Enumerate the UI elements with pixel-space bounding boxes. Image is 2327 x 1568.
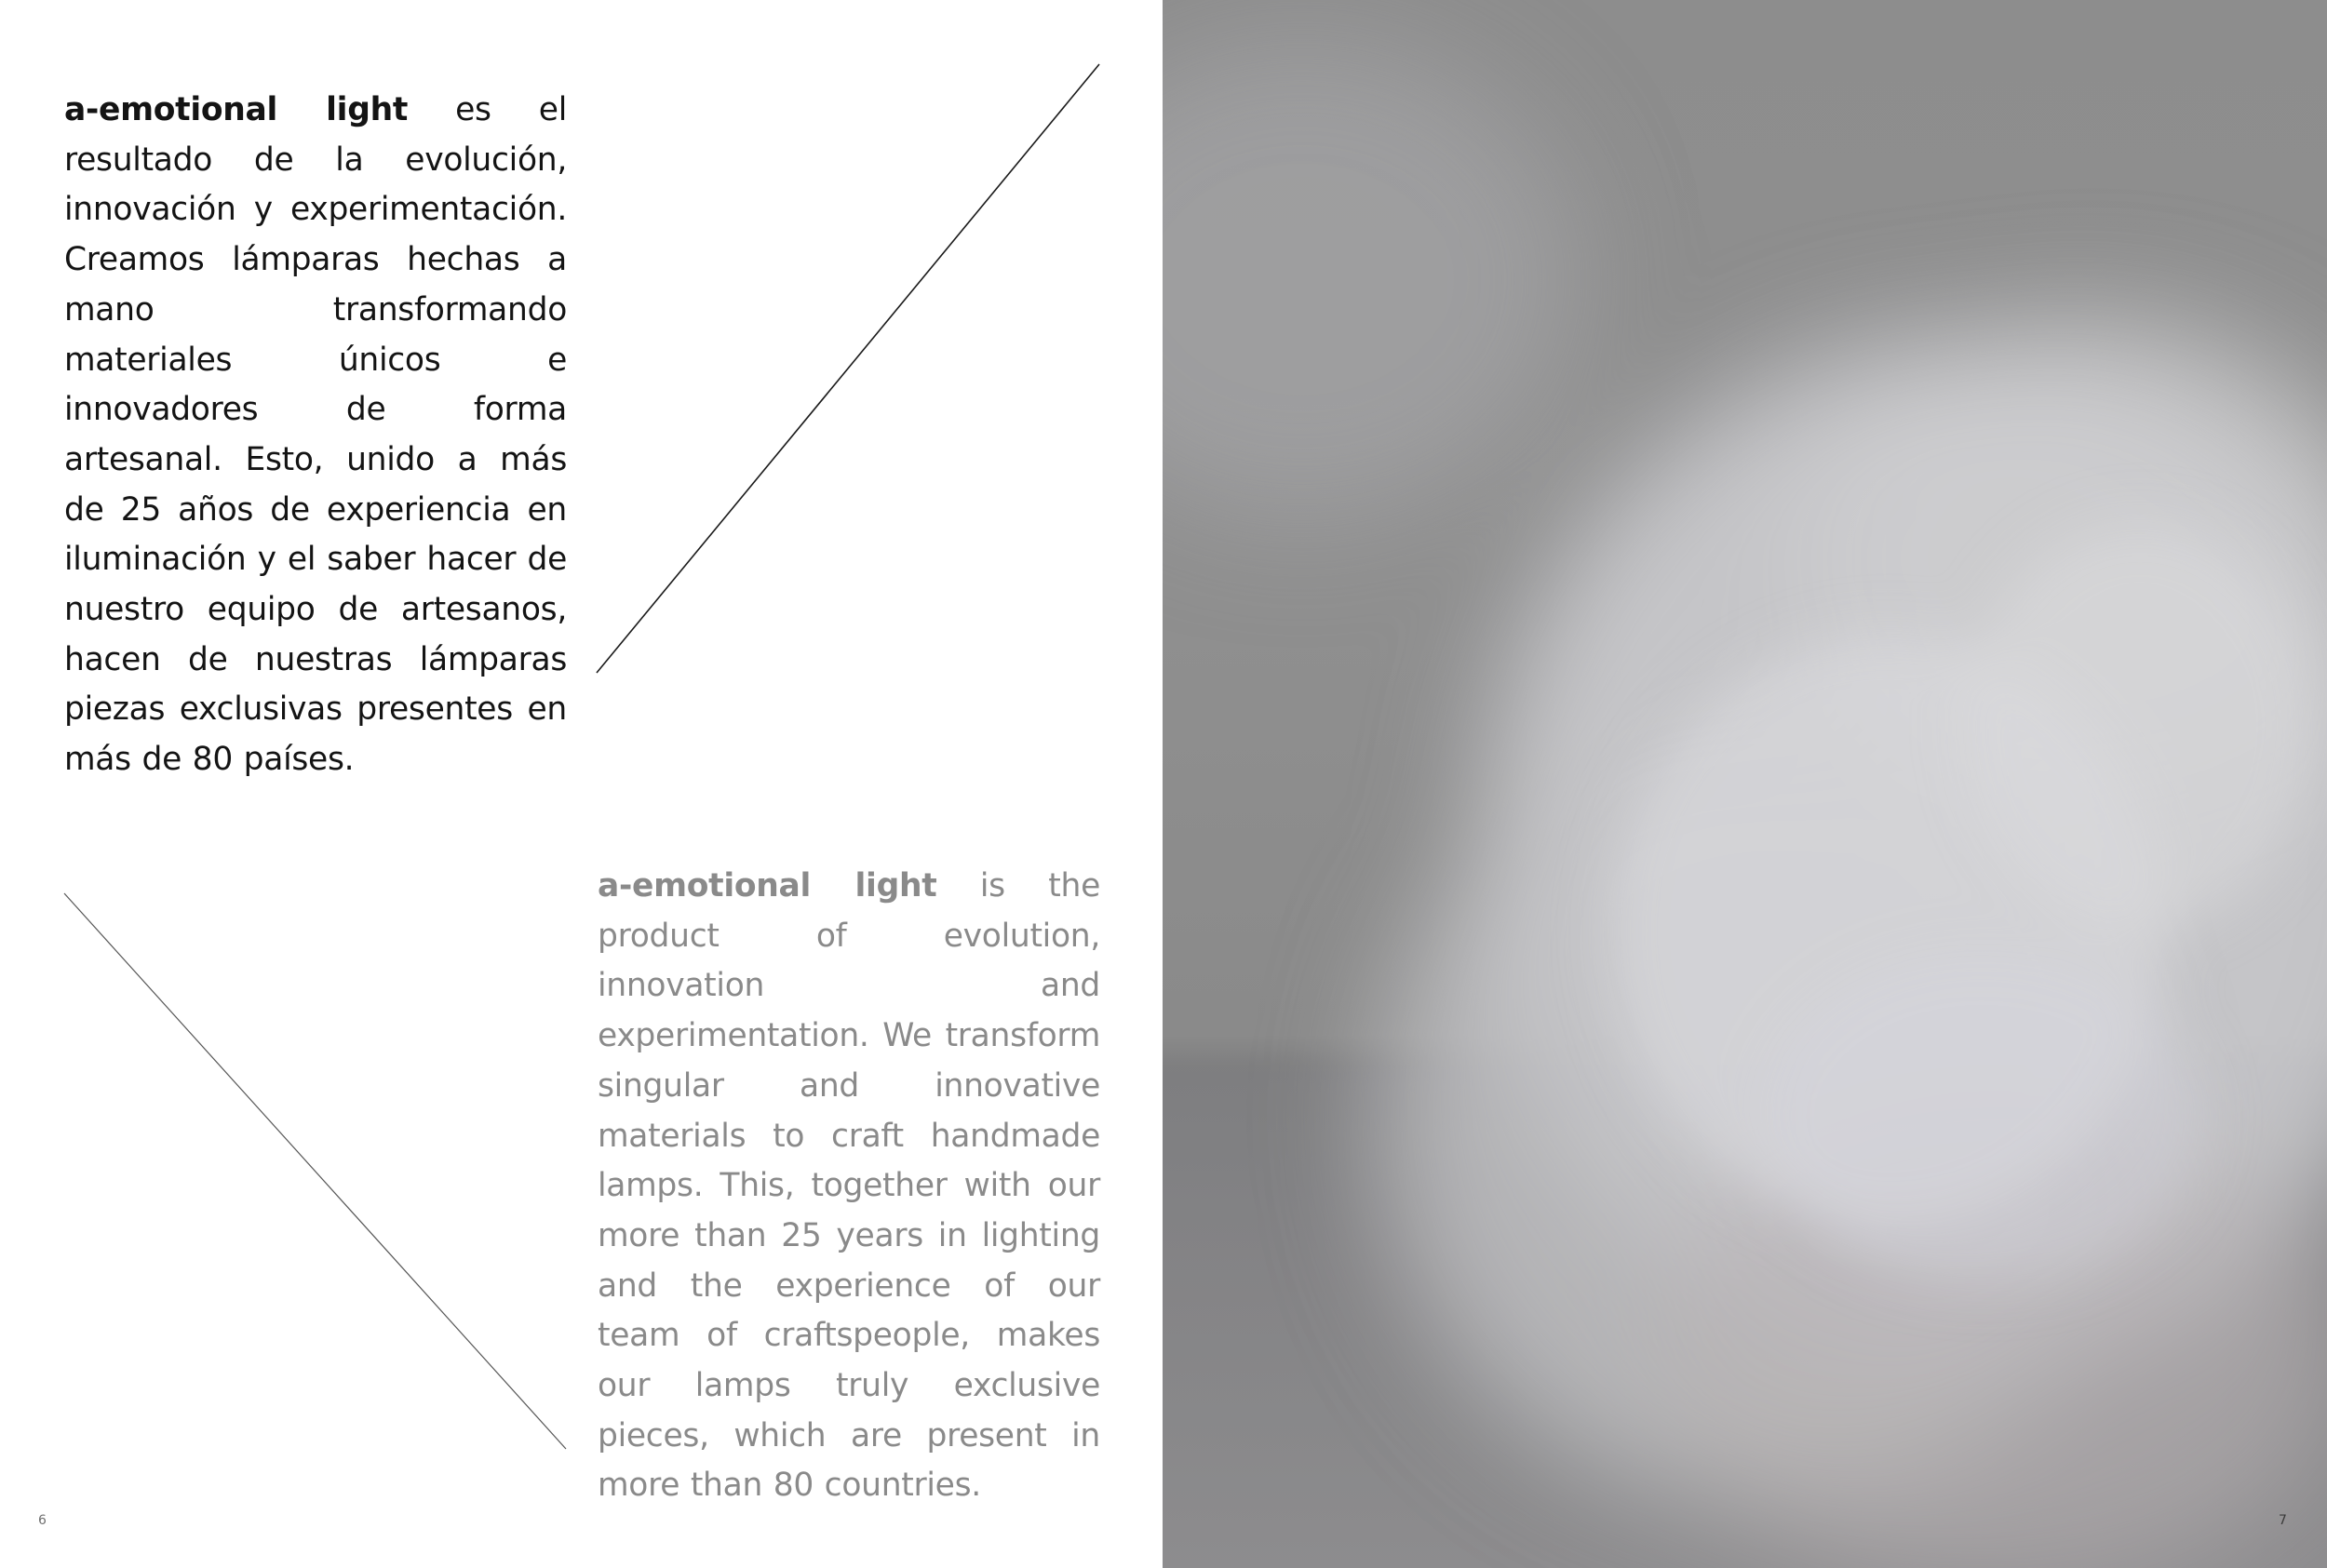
brand-name-es: a-emotional light bbox=[64, 91, 409, 128]
smoke-image bbox=[1163, 0, 2327, 1568]
page-number-right: 7 bbox=[2279, 1513, 2287, 1528]
left-page bbox=[0, 0, 1163, 1568]
spanish-paragraph bbox=[64, 86, 567, 785]
english-body-text: is the product of evolution, innovation and experimentation. We transform singular and innovative materials to craft handmade lamps. This, together with our more than 25 years in lighting and the experience of our team of craftspeople, makes our lamps truly exclusive pieces, which are present in more than 80 countries. bbox=[598, 867, 1101, 1505]
english-paragraph bbox=[598, 862, 1100, 1511]
brand-name-en: a-emotional light bbox=[598, 867, 937, 905]
spanish-body-text: es el resultado de la evolución, innovación y experimentación. Creamos lámparas hechas a mano transformando materiales únicos e innovadores de forma artesanal. Esto, unido a más de 25 años de experiencia en iluminación y el saber hacer de nuestro equipo de artesanos, hacen de nuestras lámparas piezas exclusivas presentes en más de 80 países. bbox=[64, 91, 567, 779]
smoke-photograph bbox=[1163, 0, 2327, 1568]
page-number-left: 6 bbox=[38, 1513, 47, 1528]
diagonal-line-upper bbox=[597, 64, 1099, 673]
diagonal-line-lower bbox=[64, 893, 566, 1449]
